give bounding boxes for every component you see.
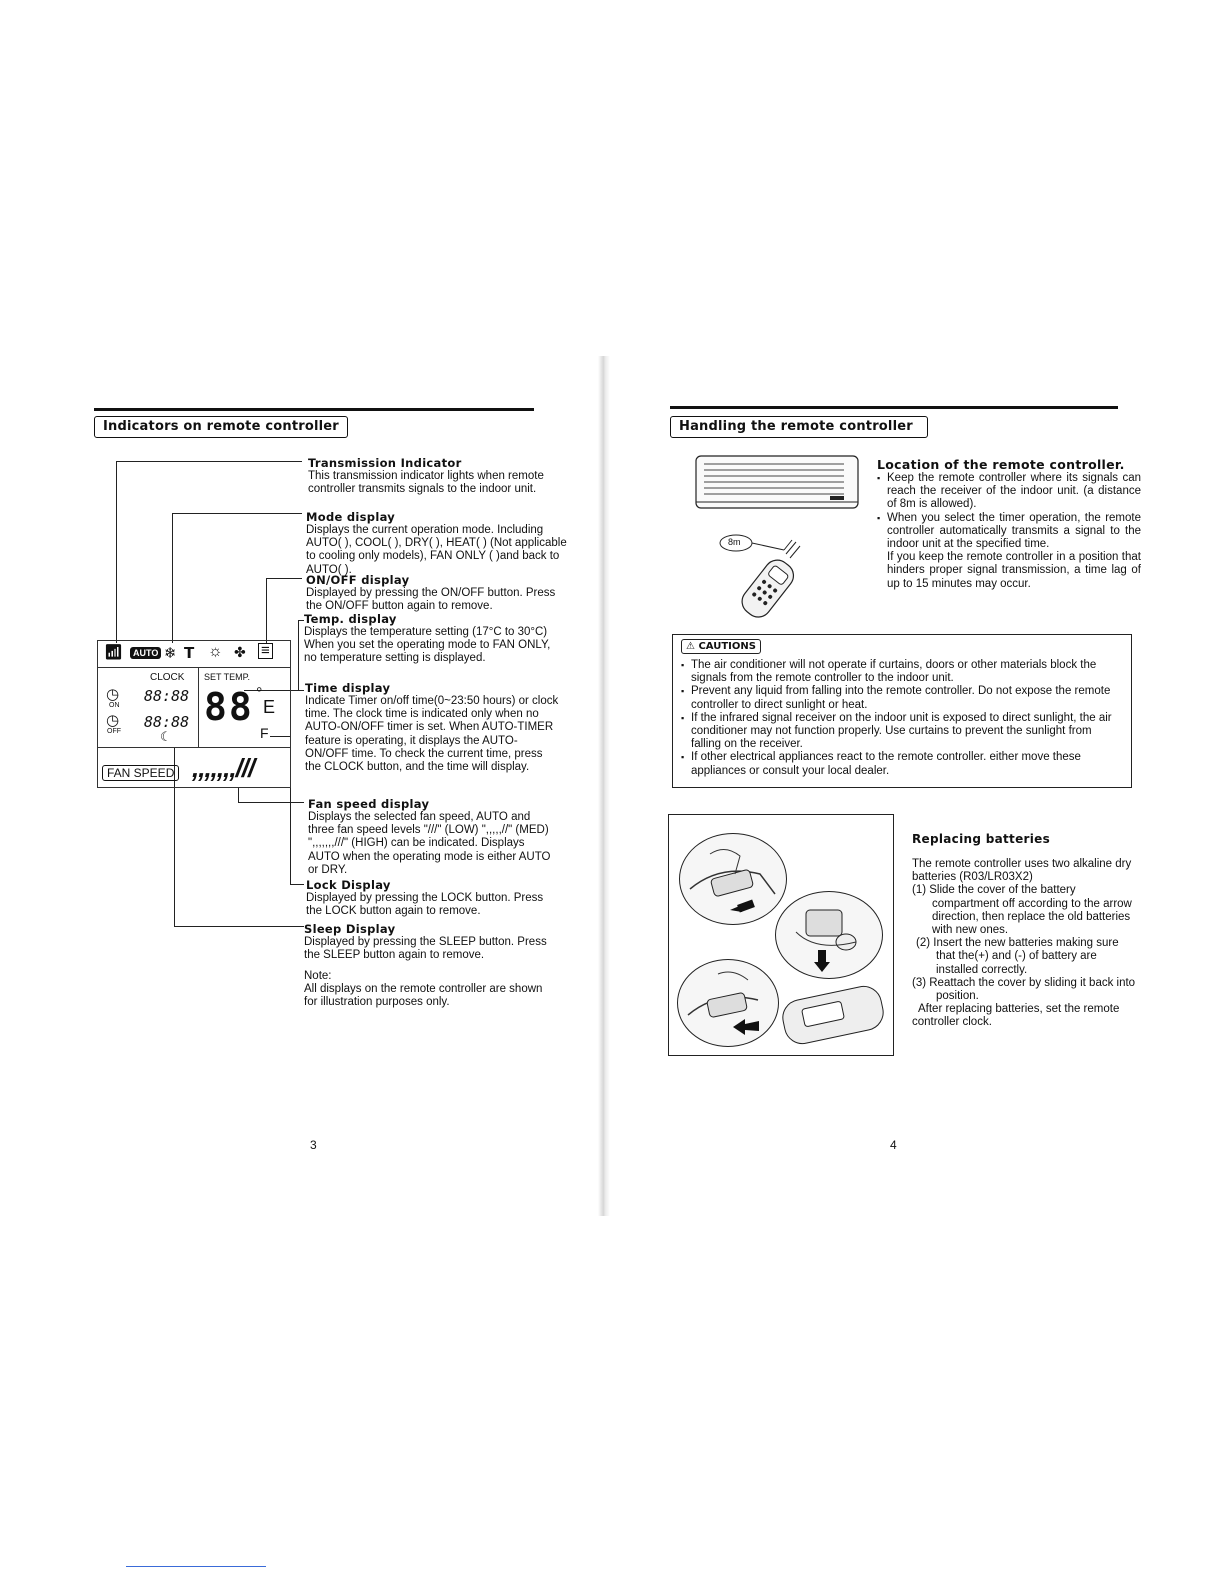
lcd-icon-row (98, 641, 290, 668)
fan-speed-bars: ,,,,,,,/// (192, 753, 255, 783)
page-gutter (598, 356, 610, 1216)
indicator-body: Displayed by pressing the LOCK button. Press the LOCK button again to remove. (306, 892, 544, 918)
note-block (304, 970, 544, 1010)
on-timer-icon: ◷ (106, 686, 120, 703)
left-section-title: Indicators on remote controller (94, 416, 348, 438)
leader-fan (238, 788, 239, 802)
dry-icon: 𝗧 (184, 645, 195, 662)
indicator-body: Displayed by pressing the ON/OFF button. Press the ON/OFF button again to remove. (306, 587, 556, 613)
indicator-onoff (306, 573, 566, 613)
left-top-rule (94, 408, 534, 411)
caution-item: ▪ If the infrared signal receiver on the indoor unit is exposed to direct sunlight, the air conditioner may not function properly. Use curtains to prevent the sunlight from falling on the receiver. (681, 712, 1121, 752)
page-number-right: 4 (890, 1138, 897, 1152)
batteries-outro: After replacing batteries, set the remote controller clock. (912, 1003, 1120, 1029)
caution-item: ▪ Prevent any liquid from falling into the remote controller. Do not expose the remote controller to direct sunlight or heat. (681, 685, 1121, 711)
batteries-section (912, 832, 1140, 1030)
leader-onoff (266, 578, 267, 644)
batteries-step: (2) Insert the new batteries making sure that the(+) and (-) of battery are installed correctly. (916, 937, 1119, 976)
indicator-temp (304, 612, 558, 666)
indicator-heading: Sleep Display (304, 922, 396, 936)
indicator-heading: ON/OFF display (306, 573, 410, 587)
indicator-body: Displays the temperature setting (17°C to 30°C) When you set the operating mode to FAN ONLY, no temperature setting is displayed. (304, 626, 551, 665)
indicator-heading: Time display (305, 681, 391, 695)
battery-step1-drawing (680, 834, 786, 924)
batteries-heading: Replacing batteries (912, 832, 1051, 846)
battery-step2-circle (775, 891, 883, 979)
indicator-mode (306, 510, 576, 577)
indicator-heading: Temp. display (304, 612, 397, 626)
indicator-heading: Transmission Indicator (308, 456, 462, 470)
battery-step3-drawing (678, 960, 778, 1046)
indicator-heading: Lock Display (306, 878, 391, 892)
indicator-sleep (304, 922, 564, 962)
indicator-body: Displayed by pressing the SLEEP button. Press the SLEEP button again to remove. (304, 936, 547, 962)
indoor-unit-illustration (690, 452, 862, 522)
lock-icon: ≡ (258, 643, 273, 659)
location-section (877, 457, 1141, 591)
clock-label: CLOCK (150, 672, 185, 683)
indicator-fan-speed (308, 797, 558, 877)
signal-icon: 📶︎ (104, 644, 124, 661)
indicator-body: Displays the selected fan speed, AUTO and three fan speed levels "///" (LOW) ",,,,,//" (MED) ",,,,,,,///" (HIGH) can be indicated. Displays AUTO when the operating mode is either AUTO or DRY. (308, 811, 551, 876)
caution-item: ▪ The air conditioner will not operate if curtains, doors or other materials block the signals from the remote controller to the indoor unit. (681, 659, 1121, 685)
location-heading: Location of the remote controller. (877, 457, 1125, 472)
location-item: ▪ When you select the timer operation, the remote controller automatically transmits a signal to the indoor unit at the specified time. (877, 512, 1141, 552)
indicator-lock (306, 878, 556, 918)
page-number-left: 3 (310, 1138, 317, 1152)
batteries-step: (3) Reattach the cover by sliding it back into position. (912, 976, 1136, 1003)
fan-speed-label: FAN SPEED (102, 765, 179, 781)
degree-sign: ° (256, 685, 263, 702)
indicator-time (305, 681, 559, 774)
cool-icon: ❄ (164, 645, 177, 662)
battery-illustration-box (668, 814, 894, 1056)
location-item: ▪ Keep the remote controller where its signals can reach the receiver of the indoor unit. (a distance of 8m is allowed). (877, 472, 1141, 512)
heat-icon: ☼ (208, 643, 223, 660)
indicator-body: This transmission indicator lights when remote controller transmits signals to the indoor unit. (308, 470, 544, 496)
on-time-readout: 88:88 (144, 687, 190, 705)
cautions-list (681, 659, 1121, 778)
battery-step1-circle (679, 833, 787, 925)
indicator-transmission (308, 456, 568, 496)
indicator-heading: Mode display (306, 510, 396, 524)
set-temp-label: SET TEMP. (204, 672, 251, 682)
remote-body (737, 555, 799, 622)
note-text: All displays on the remote controller are shown for illustration purposes only. (304, 983, 543, 1009)
warning-icon: ⚠ (686, 641, 695, 652)
batteries-step: (1) Slide the cover of the battery compartment off according to the arrow direction, then replace the old batteries with new ones. (912, 884, 1132, 937)
leader-mode (172, 513, 173, 643)
lcd-display (97, 640, 291, 788)
leader-transmission (116, 461, 117, 643)
scan-artifact-line (126, 1566, 266, 1567)
sleep-icon: ☾ (160, 729, 172, 744)
off-time-readout: 88:88 (144, 713, 190, 731)
on-label: ON (109, 702, 120, 709)
battery-step2-drawing (776, 892, 882, 978)
cautions-box (672, 634, 1132, 788)
location-extra: If you keep the remote controller in a position that hinders proper signal transmission, a time lag of up to 15 minutes may occur. (887, 551, 1141, 590)
cautions-badge (681, 639, 761, 654)
right-section-title: Handling the remote controller (670, 416, 928, 438)
location-list (877, 472, 1141, 551)
off-label: OFF (107, 728, 121, 735)
battery-step3-circle (677, 959, 779, 1047)
auto-badge-icon: AUTO (130, 647, 161, 659)
indicator-body: Displays the current operation mode. Including AUTO( ), COOL( ), DRY( ), HEAT( ) (Not applicable to cooling only models), FAN ONLY ( )and back to AUTO( ). (306, 524, 567, 576)
temp-unit: E (263, 697, 276, 717)
battery-step3-arrow (731, 1015, 761, 1037)
distance-label: 8m (728, 537, 741, 547)
off-timer-icon: ◷ (106, 712, 120, 729)
caution-item: ▪ If other electrical appliances react to the remote controller. either move these appliances or consult your local dealer. (681, 751, 1121, 777)
lock-letter: F (260, 725, 269, 741)
temp-digits: 88 (204, 685, 254, 729)
indicator-body: Indicate Timer on/off time(0~23:50 hours) or clock time. The clock time is indicated only when no AUTO-ON/OFF timer is set. When AUTO-TIMER feature is operating, it displays the AUTO-ON/OFF time. To check the current time, press the CLOCK button, and the time will display. (305, 695, 559, 774)
batteries-intro: The remote controller uses two alkaline dry batteries (R03/LR03X2) (912, 858, 1132, 884)
right-top-rule (670, 406, 1118, 409)
leader-temp (298, 620, 299, 690)
remote-back-drawing (773, 985, 889, 1045)
fan-icon: ✤ (234, 644, 246, 660)
indicator-heading: Fan speed display (308, 797, 430, 811)
note-label: Note: (304, 970, 332, 982)
cautions-label: CAUTIONS (698, 641, 756, 652)
